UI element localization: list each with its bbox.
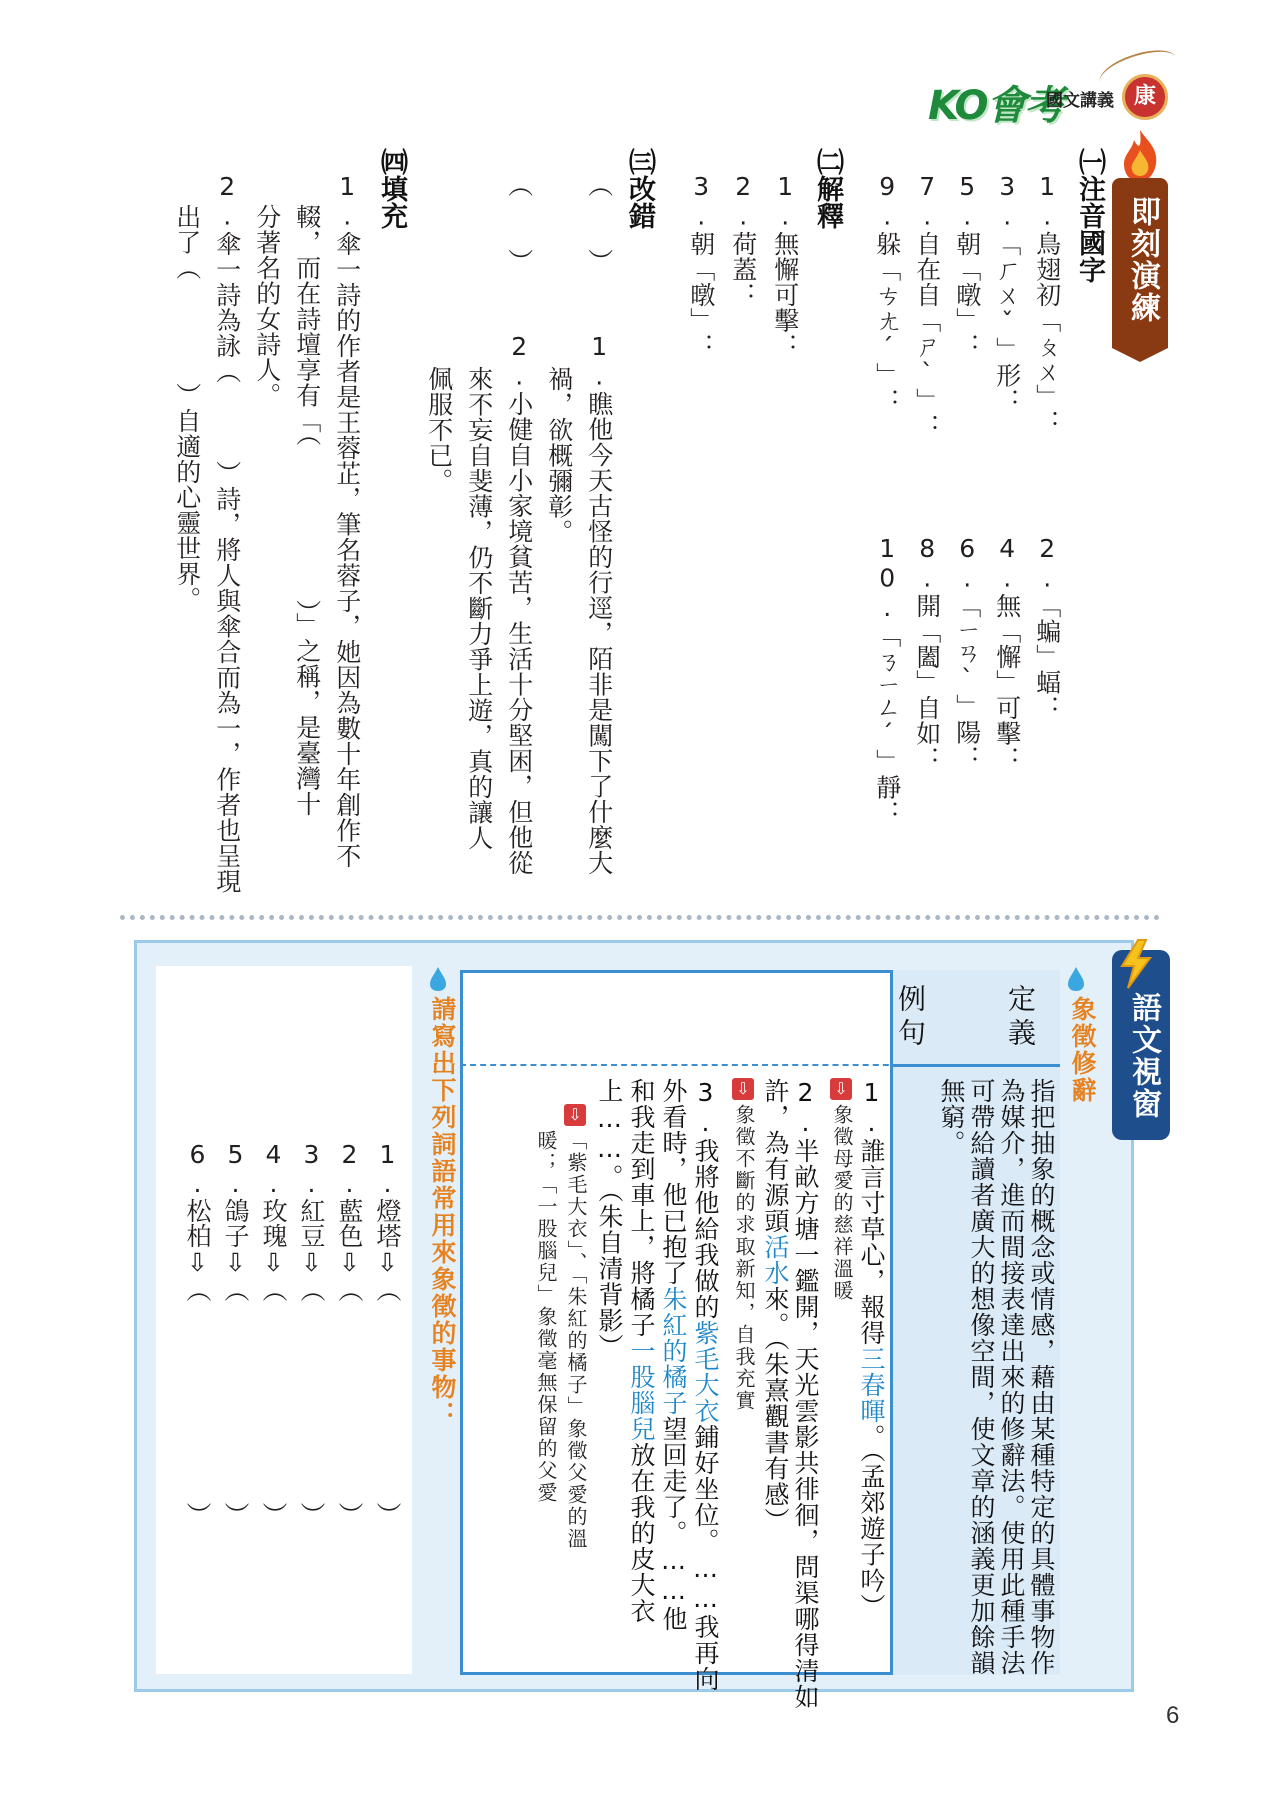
definition-header: 定義 [1004, 984, 1037, 1052]
arrow-down-icon: ⇩ [259, 1248, 288, 1277]
brand-logo [928, 72, 1168, 129]
answer-paren[interactable]: （ ） [259, 1277, 288, 1527]
correction-line: 1.瞧他今天古怪的行逕，陌非是闖下了什麼大 [584, 332, 614, 876]
answer-paren[interactable]: （ ） [221, 1277, 250, 1527]
example-line: 和我走到車上，將橘子一股腦兒放在我的皮大衣 [627, 1078, 656, 1624]
section-heading-phonetic: ㈠注音國字 [1074, 148, 1105, 283]
lightning-icon [1112, 938, 1160, 990]
symbol-exercise-item: 3.紅豆⇩（ ） [297, 1140, 326, 1527]
exercise-item: 3.朝「暾」： [686, 172, 716, 359]
exercise-item: 4.無「懈」可擊： [992, 534, 1022, 772]
answer-paren[interactable]: （ ） [504, 172, 534, 274]
example-line: 1.誰言寸草心，報得三春暉。（孟郊遊子吟） [857, 1078, 886, 1620]
example-note: 暖；「一股腦兒」象徵毫無保留的父愛 [534, 1130, 558, 1504]
example-note: 「紫毛大衣」、「朱紅的橘子」象徵父愛的溫 [564, 1130, 588, 1550]
symbol-exercise-item: 4.玫瑰⇩（ ） [259, 1140, 288, 1527]
symbol-highlight: 一股腦兒 [627, 1338, 656, 1442]
droplet-icon [428, 966, 448, 992]
exercise-item: 1.無懈可擊： [770, 172, 800, 359]
fill-line: 2.傘一詩為詠（ ）詩，將人與傘合而為一，作者也呈現 [212, 172, 242, 894]
exercise-item: 2.荷蓋： [728, 172, 758, 308]
correction-line: 禍，欲概彌彰。 [544, 366, 574, 545]
definition-line: 指把抽象的概念或情感，藉由某種特定的具體事物作 [1027, 1078, 1056, 1676]
brand-seal: 康 [1122, 74, 1168, 120]
fill-line: 輟，而在詩壇享有「（ ）」之稱，是臺灣十 [292, 204, 322, 817]
answer-paren[interactable]: （ ） [335, 1277, 364, 1527]
arrow-badge-icon: ⇩ [564, 1104, 586, 1126]
arrow-badge-icon: ⇩ [830, 1078, 852, 1100]
symbol-exercise-item: 2.藍色⇩（ ） [335, 1140, 364, 1527]
correction-line: 佩服不已。 [424, 366, 454, 494]
section-heading-explain: ㈡解釋 [812, 148, 843, 229]
practice-title: 即刻演練 [1125, 196, 1160, 324]
symbol-highlight: 朱紅的橘子 [659, 1286, 688, 1416]
example-line: 上……。（朱自清背影） [595, 1078, 624, 1360]
example-note: 象徵母愛的慈祥溫暖 [830, 1104, 854, 1302]
section-heading-fill: ㈣填充 [376, 148, 407, 229]
arrow-down-icon: ⇩ [297, 1248, 326, 1277]
exercise-item: 3.「ㄏㄨˇ」形： [992, 172, 1022, 414]
definition-line: 可帶給讀者廣大的想像空間，使文章的涵義更加餘韻 [967, 1078, 996, 1676]
symbol-highlight: 紫毛大衣 [691, 1320, 720, 1424]
language-window-title: 語文視窗 [1126, 992, 1161, 1120]
example-line: 外看時，他已抱了朱紅的橘子望回走了。……他 [659, 1078, 688, 1632]
exercise-item: 2.「蝙」蝠： [1032, 534, 1062, 721]
correction-line: 2.小健自小家境貧苦，生活十分堅困，但他從 [504, 332, 534, 876]
exercise-item: 6.「ㄧㄢˋ」陽： [952, 534, 982, 771]
fill-line: 1.傘一詩的作者是王蓉芷，筆名蓉子，她因為數十年創作不 [332, 172, 362, 869]
symbol-highlight: 三春暉 [857, 1346, 886, 1424]
example-header: 例句 [894, 984, 927, 1052]
example-line: 3.我將他給我做的紫毛大衣鋪好坐位。……我再向 [691, 1078, 720, 1692]
page-number: 6 [1166, 1702, 1180, 1729]
exercise-item: 8.開「闔」自如： [912, 534, 942, 772]
definition-line: 為媒介，進而間接表達出來的修辭法。使用此種手法 [997, 1078, 1026, 1676]
arrow-down-icon: ⇩ [373, 1248, 402, 1277]
brand-logo-text: KO會考 [928, 83, 1063, 129]
exercise-item: 10.「ㄋㄧㄥˊ」靜： [872, 534, 902, 826]
exercise-item: 1.鳥翅初「ㄆㄨ」： [1032, 172, 1062, 435]
fill-line: 分著名的女詩人。 [252, 204, 282, 408]
answer-paren[interactable]: （ ） [373, 1277, 402, 1527]
section-heading-correct: ㈢改錯 [624, 148, 655, 229]
arrow-down-icon: ⇩ [335, 1248, 364, 1277]
flame-icon [1118, 128, 1162, 184]
arrow-down-icon: ⇩ [183, 1248, 212, 1277]
arrow-badge-icon: ⇩ [732, 1078, 754, 1100]
fill-line: 出了（ ）自適的心靈世界。 [172, 204, 202, 612]
example-line: 許，為有源頭活水來。（朱熹觀書有感） [761, 1078, 790, 1534]
definition-line: 無窮。 [937, 1078, 966, 1156]
exercise-prompt: 請寫出下列詞語常用來象徵的事物： [428, 996, 457, 1428]
example-line: 2.半畝方塘一鑑開，天光雲影共徘徊，問渠哪得清如 [791, 1078, 820, 1710]
answer-paren[interactable]: （ ） [183, 1277, 212, 1527]
answer-paren[interactable]: （ ） [297, 1277, 326, 1527]
correction-line: 來不妄自斐薄，仍不斷力爭上遊，真的讓人 [464, 366, 494, 851]
symbol-highlight: 活水 [761, 1234, 790, 1286]
droplet-icon [1066, 966, 1086, 992]
brand-title: 國文講義 [1046, 91, 1114, 111]
arrow-down-icon: ⇩ [221, 1248, 250, 1277]
symbol-exercise-item: 5.鴿子⇩（ ） [221, 1140, 250, 1527]
exercise-item: 7.自在自「ㄕˋ」： [912, 172, 942, 439]
table-divider [890, 1064, 1060, 1067]
exercise-item: 9.躲「ㄘㄤˊ」： [872, 172, 902, 414]
example-note: 象徵不斷的求取新知，自我充實 [732, 1104, 756, 1412]
exercise-item: 5.朝「暾」： [952, 172, 982, 359]
section-divider [120, 915, 1160, 920]
symbol-exercise-item: 1.燈塔⇩（ ） [373, 1140, 402, 1527]
rhetoric-subtitle: 象徵修辭 [1068, 996, 1097, 1104]
symbol-exercise-item: 6.松柏⇩（ ） [183, 1140, 212, 1527]
answer-paren[interactable]: （ ） [584, 172, 614, 274]
